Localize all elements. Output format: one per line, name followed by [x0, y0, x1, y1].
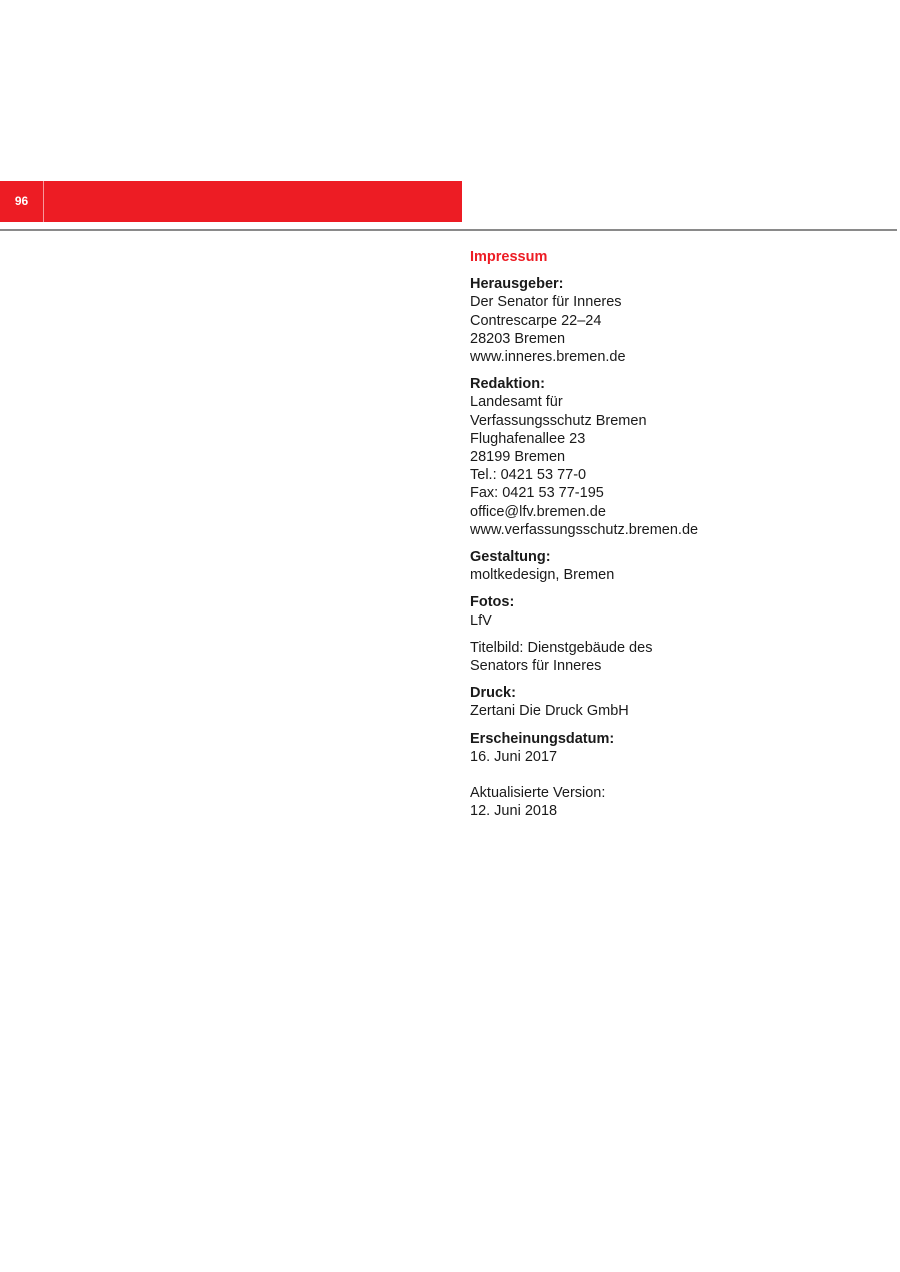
herausgeber-label: Herausgeber:: [470, 276, 564, 293]
redaktion-block: [470, 375, 890, 539]
druck-line: Zertani Die Druck GmbH: [470, 703, 629, 720]
herausgeber-line: Contrescarpe 22–24: [470, 312, 602, 329]
herausgeber-block: [470, 275, 890, 366]
fotos-label: Fotos:: [470, 594, 515, 611]
redaktion-line: Flughafenallee 23: [470, 430, 586, 447]
titelbild-block: [470, 639, 890, 675]
gestaltung-label: Gestaltung:: [470, 549, 551, 566]
impressum-section: [470, 248, 890, 829]
druck-block: [470, 684, 890, 720]
redaktion-email[interactable]: office@lfv.bremen.de: [470, 503, 606, 520]
gestaltung-block: [470, 548, 890, 584]
erscheinungsdatum-line: 16. Juni 2017: [470, 748, 558, 765]
aktualisiert-date: 12. Juni 2018: [470, 803, 558, 820]
fotos-line: LfV: [470, 612, 492, 629]
herausgeber-line: 28203 Bremen: [470, 330, 566, 347]
redaktion-fax: Fax: 0421 53 77-195: [470, 485, 604, 502]
fotos-block: [470, 593, 890, 629]
header-red-band: [0, 181, 462, 222]
band-divider: [43, 181, 44, 222]
erscheinungsdatum-block: [470, 730, 890, 766]
herausgeber-website[interactable]: www.inneres.bremen.de: [470, 349, 626, 366]
aktualisiert-label: Aktualisierte Version:: [470, 785, 606, 802]
redaktion-website[interactable]: www.verfassungsschutz.bremen.de: [470, 521, 699, 538]
redaktion-line: Verfassungsschutz Bremen: [470, 412, 647, 429]
druck-label: Druck:: [470, 685, 516, 702]
aktualisiert-block: [470, 784, 890, 820]
titelbild-line: Titelbild: Dienstgebäude des: [470, 639, 653, 656]
horizontal-rule: [0, 229, 897, 231]
titelbild-line: Senators für Inneres: [470, 658, 602, 675]
redaktion-line: Landesamt für: [470, 394, 563, 411]
redaktion-label: Redaktion:: [470, 376, 545, 393]
gestaltung-line: moltkedesign, Bremen: [470, 567, 615, 584]
redaktion-line: 28199 Bremen: [470, 449, 566, 466]
redaktion-phone: Tel.: 0421 53 77-0: [470, 467, 587, 484]
impressum-title: Impressum: [470, 249, 548, 265]
page-number: 96: [14, 194, 29, 208]
erscheinungsdatum-label: Erscheinungsdatum:: [470, 730, 615, 747]
herausgeber-line: Der Senator für Inneres: [470, 294, 622, 311]
